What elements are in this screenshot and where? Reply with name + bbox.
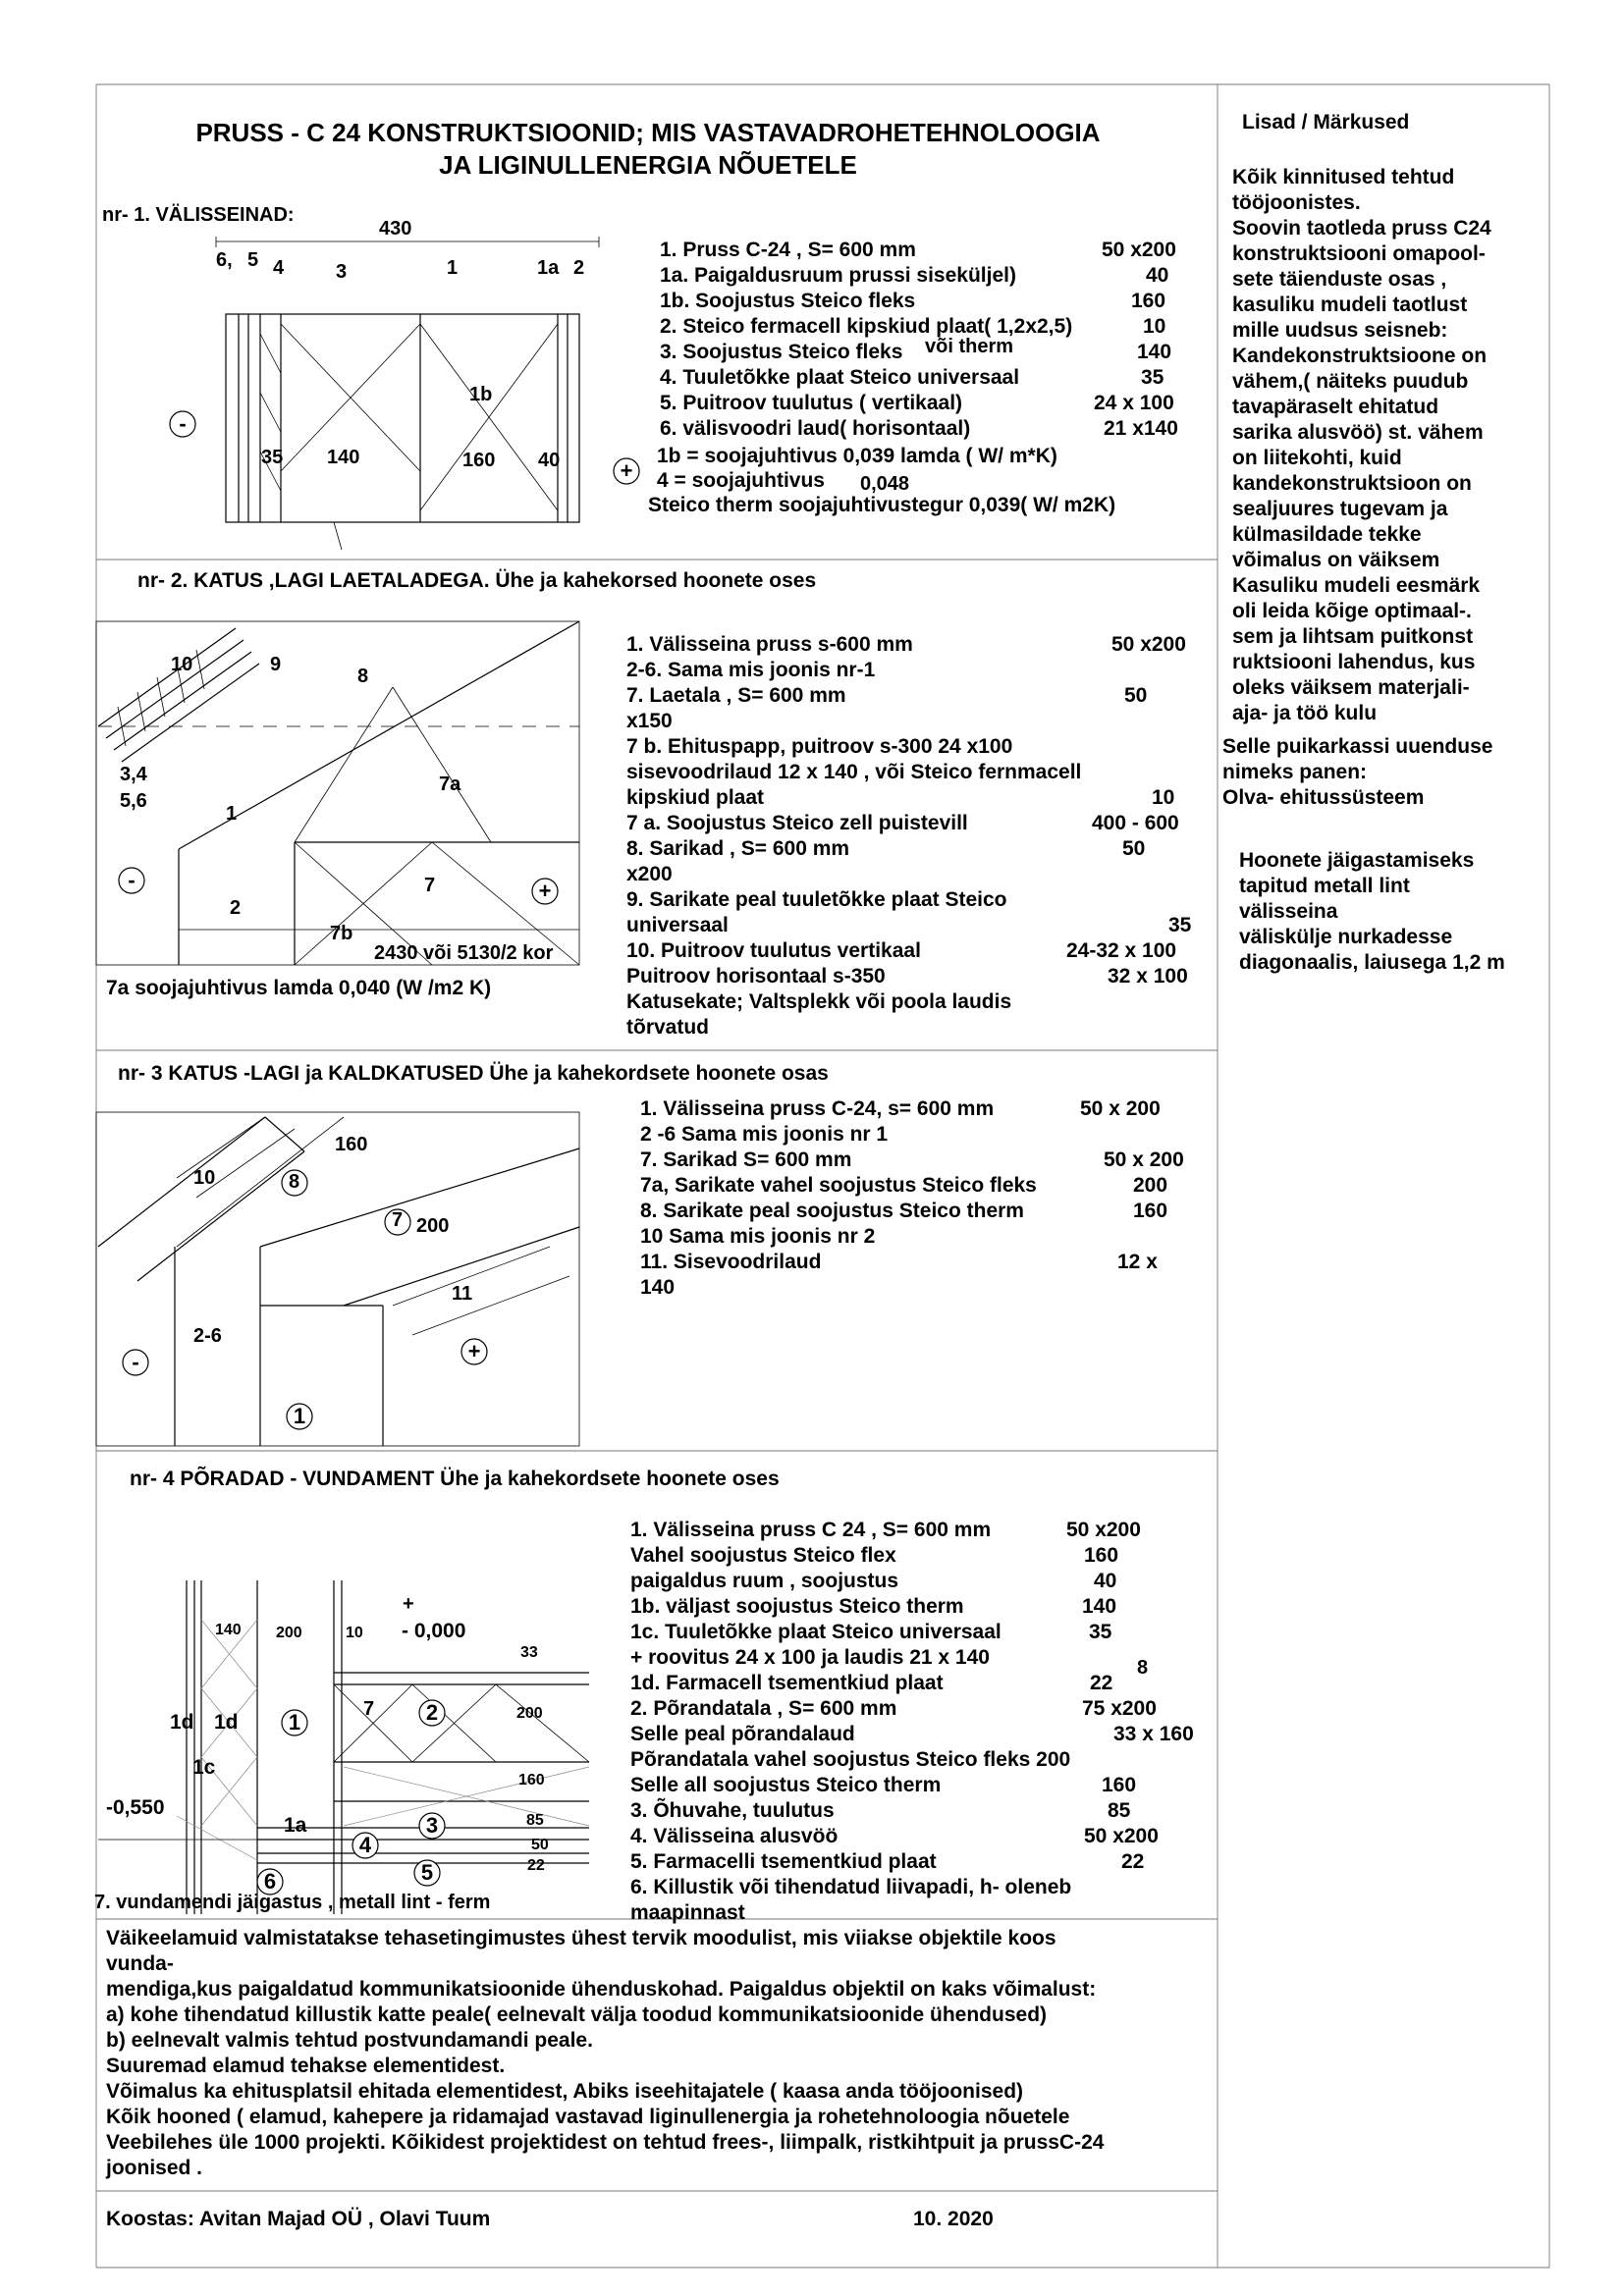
dim-2: 2	[573, 257, 585, 279]
legend-item: 1a. Paigaldusruum prussi siseküljel) 40	[660, 264, 1169, 287]
author: Koostas: Avitan Majad OÜ , Olavi Tuum	[106, 2208, 491, 2230]
legend-line: 5. Farmacelli tsementkiud plaat 22	[630, 1850, 1145, 1873]
section4-heading: nr- 4 PÕRADAD - VUNDAMENT Ühe ja kahekordsete hoonete oses	[130, 1468, 780, 1490]
conductivity-note-4: 4 = soojajuhtivus	[657, 469, 825, 492]
level-zero: - 0,000	[402, 1620, 466, 1642]
dim-10: 10	[193, 1167, 216, 1189]
section3-heading: nr- 3 KATUS -LAGI ja KALDKATUSED Ühe ja kahekordsete hoonete osas	[118, 1062, 829, 1085]
legend-line: paigaldus ruum , soojustus 40	[630, 1570, 1117, 1592]
dim-5-6: 5,6	[120, 790, 147, 812]
dim-4: 4	[273, 257, 285, 279]
dim-7: 7	[424, 875, 436, 896]
dim-33: 33	[520, 1644, 538, 1661]
dim-5: 5	[247, 249, 259, 271]
dim-1: 1	[447, 257, 459, 279]
legend-line: tõrvatud	[626, 1016, 709, 1039]
dim-22: 22	[527, 1857, 545, 1874]
legend-line: 10. Puitroov tuulutus vertikaal 24-32 x 100	[626, 939, 1177, 962]
marker-1: 1	[293, 1404, 306, 1428]
level-minus-550: -0,550	[106, 1796, 165, 1819]
floor-foundation-drawing	[98, 1580, 589, 1914]
section1-heading: nr- 1. VÄLISSEINAD:	[102, 204, 295, 226]
legend-line: 1d. Farmacell tsementkiud plaat 22	[630, 1672, 1113, 1694]
dim-50: 50	[531, 1837, 549, 1853]
outside-minus-marker: -	[179, 411, 187, 436]
wall-section-drawing	[170, 237, 639, 550]
roof-ceiling-drawing	[96, 621, 579, 965]
dim-160: 160	[518, 1772, 545, 1789]
dim-85: 85	[526, 1812, 544, 1829]
dim-200: 200	[416, 1215, 450, 1237]
dim-1a: 1a	[284, 1814, 307, 1837]
legend-item: 1. Pruss C-24 , S= 600 mm 50 x200	[660, 239, 1176, 261]
dim-10: 10	[346, 1625, 363, 1641]
sidebar-notes-1: Kõik kinnitused tehtud tööjoonistes. Soovin taotleda pruss C24 konstruktsiooni omapool- sete täienduste osas , kasuliku mudeli taotlust mille uudsus seisneb: Kandekonstruktsioone on vähem,( näiteks puudub tavapäraselt ehitatud sarika alusvöö) st. vähem on liitekohti, kuid kandekonstruktsioon on sealjuures tugevam ja külmasildade tekke võimalus on väiksem Kasuliku mudeli eesmärk oli leida kõige optimaal-. sem ja lihtsam puitkonst ruktsiooni lahendus, kus oleks väiksem materjali- aja- ja töö kulu	[1232, 166, 1491, 724]
legend-line: 1. Välisseina pruss s-600 mm 50 x200	[626, 633, 1186, 656]
or-therm-note: või therm	[925, 336, 1014, 357]
dim-1b: 1b	[469, 384, 493, 405]
legend-item: 4. Tuuletõkke plaat Steico universaal 35	[660, 366, 1164, 389]
inside-plus-marker: +	[538, 879, 552, 903]
legend-line: + roovitus 24 x 100 ja laudis 21 x 140	[630, 1646, 990, 1669]
footer-description: Väikeelamuid valmistatakse tehasetingimustes ühest tervik moodulist, mis viiakse objektile koos vunda- mendiga,kus paigaldatud kommunikatsioonide ühenduskohad. Paigaldus objektil on kaks võimalust: a) kohe tihendatud killustik katte peale( eelnevalt välja toodud kommunikatsioonide ühendused) b) eelnevalt valmis tehtud postvundamandi peale. Suuremad elamud tehakse elementidest. Võimalus ka ehitusplatsil ehitada elementidest, Abiks iseehitajatele ( kaasa anda tööjoonised) Kõik hooned ( elamud, kahepere ja ridamajad vastavad liginullenergia ja rohetehnoloogia nõuetele Veebilehes üle 1000 projekti. Kõikidest projektidest on tehtud frees-, liimpalk, ristkihtpuit ja prussC-24 joonised .	[106, 1927, 1105, 2179]
dim-10: 10	[171, 654, 193, 675]
legend-line: Selle all soojustus Steico therm 160	[630, 1774, 1137, 1796]
legend-line: 8. Sarikate peal soojustus Steico therm 160	[640, 1200, 1168, 1222]
extra-8: 8	[1137, 1657, 1149, 1679]
dim-1a: 1a	[537, 257, 560, 279]
legend-line: 7. Sarikad S= 600 mm 50 x 200	[640, 1148, 1184, 1171]
legend-item: 1b. Soojustus Steico fleks 160	[660, 290, 1166, 312]
dim-7a: 7a	[439, 774, 461, 795]
dim-9: 9	[270, 654, 282, 675]
outside-minus-marker: -	[128, 868, 135, 892]
legend-line: 1. Välisseina pruss C-24, s= 600 mm 50 x 200	[640, 1097, 1161, 1120]
legend-line: 7 a. Soojustus Steico zell puistevill 400 - 600	[626, 812, 1179, 834]
marker-2: 2	[425, 1700, 439, 1725]
legend-line: Katusekate; Valtsplekk või poola laudis	[626, 990, 1012, 1013]
legend-line: 11. Sisevoodrilaud 12 x	[640, 1251, 1158, 1273]
dim-7: 7	[392, 1209, 404, 1231]
legend-line: x150	[626, 710, 673, 732]
legend-line: 2-6. Sama mis joonis nr-1	[626, 659, 876, 681]
steico-therm-note: Steico therm soojajuhtivustegur 0,039( W/ m2K)	[648, 494, 1116, 516]
foundation-bracing-note: 7. vundamendi jäigastus , metall lint - ferm	[94, 1892, 491, 1913]
sidebar-notes-3: Hoonete jäigastamiseks tapitud metall lint välisseina väliskülje nurkadesse diagonaalis, laiusega 1,2 m	[1239, 849, 1505, 974]
legend-line: 1. Välisseina pruss C 24 , S= 600 mm 50 x200	[630, 1519, 1141, 1541]
plus-mark: +	[403, 1593, 414, 1615]
dim-1c: 1c	[192, 1756, 216, 1779]
legend-line: 8. Sarikad , S= 600 mm 50	[626, 837, 1146, 860]
inside-plus-marker: +	[620, 458, 633, 483]
dim-200: 200	[516, 1705, 543, 1722]
marker-4: 4	[358, 1833, 372, 1857]
dim-6: 6,	[216, 249, 233, 271]
marker-1: 1	[288, 1710, 301, 1735]
legend-line: universaal 35	[626, 914, 1192, 936]
legend-line: Põrandatala vahel soojustus Steico fleks 200	[630, 1748, 1071, 1771]
legend-line: 10 Sama mis joonis nr 2	[640, 1225, 876, 1248]
legend-item: 5. Puitroov tuulutus ( vertikaal) 24 x 100	[660, 392, 1174, 414]
marker-6: 6	[263, 1869, 277, 1894]
sidebar-heading: Lisad / Märkused	[1242, 111, 1410, 133]
legend-item: 2. Steico fermacell kipskiud plaat( 1,2x2,5) 10	[660, 315, 1166, 338]
legend-line: 6. Killustik või tihendatud liivapadi, h- oleneb	[630, 1876, 1072, 1898]
dim-7b: 7b	[330, 923, 353, 944]
marker-3: 3	[425, 1813, 439, 1838]
legend-line: kipskiud plaat 10	[626, 786, 1175, 809]
conductivity-value-4: 0,048	[860, 473, 910, 495]
dim-1: 1	[226, 803, 238, 825]
dim-3-4: 3,4	[120, 764, 147, 785]
legend-line: 9. Sarikate peal tuuletõkke plaat Steico	[626, 888, 1007, 911]
legend-line: sisevoodrilaud 12 x 140 , või Steico fernmacell	[626, 761, 1082, 783]
inside-plus-marker: +	[467, 1339, 481, 1363]
legend-line: 7a, Sarikate vahel soojustus Steico fleks 200	[640, 1174, 1168, 1197]
dim-1d: 1d	[214, 1711, 239, 1734]
dim-8: 8	[289, 1171, 300, 1193]
dim-35: 35	[261, 447, 284, 468]
sidebar-notes-2: Selle puikarkassi uuenduse nimeks panen: Olva- ehitussüsteem	[1222, 735, 1493, 809]
dim-7: 7	[363, 1698, 375, 1720]
legend-line: 3. Õhuvahe, tuulutus 85	[630, 1799, 1131, 1822]
dim-2: 2	[230, 897, 242, 919]
legend-line: 7 b. Ehituspapp, puitroov s-300 24 x100	[626, 735, 1013, 758]
conductivity-note-1b: 1b = soojajuhtivus 0,039 lamda ( W/ m*K)	[657, 445, 1057, 467]
page-title-line1: PRUSS - C 24 KONSTRUKTSIOONID; MIS VASTAVADROHETEHNOLOOGIA	[195, 118, 1101, 147]
legend-line: maapinnast	[630, 1901, 745, 1924]
legend-line: x200	[626, 863, 673, 885]
dim-430: 430	[379, 218, 412, 240]
dim-140: 140	[327, 447, 360, 468]
legend-line: 140	[640, 1276, 676, 1299]
dim-8: 8	[357, 666, 369, 687]
section2-heading: nr- 2. KATUS ,LAGI LAETALADEGA. Ühe ja kahekorsed hoonete oses	[137, 569, 817, 592]
legend-line: 1c. Tuuletõkke plaat Steico universaal 35	[630, 1621, 1112, 1643]
legend-line: Selle peal põrandalaud 33 x 160	[630, 1723, 1194, 1745]
legend-line: 7. Laetala , S= 600 mm 50	[626, 684, 1148, 707]
dim-140: 140	[215, 1622, 242, 1638]
dim-200: 200	[276, 1625, 302, 1641]
section2-conductivity-note: 7a soojajuhtivus lamda 0,040 (W /m2 K)	[106, 977, 492, 999]
dim-160: 160	[462, 450, 496, 471]
dim-40: 40	[538, 450, 561, 471]
date: 10. 2020	[913, 2208, 994, 2230]
dim-160: 160	[335, 1134, 368, 1155]
span-length: 2430 või 5130/2 kor	[374, 942, 554, 964]
dim-11: 11	[452, 1283, 473, 1305]
legend-line: 2. Põrandatala , S= 600 mm 75 x200	[630, 1697, 1157, 1720]
dim-3: 3	[336, 261, 348, 283]
legend-item: 3. Soojustus Steico fleks 140	[660, 341, 1172, 363]
pitched-roof-drawing	[96, 1112, 579, 1446]
marker-5: 5	[420, 1860, 434, 1885]
legend-line: 1b. väljast soojustus Steico therm 140	[630, 1595, 1117, 1618]
legend-line: 2 -6 Sama mis joonis nr 1	[640, 1123, 889, 1146]
legend-line: 4. Välisseina alusvöö 50 x200	[630, 1825, 1159, 1847]
page-title-line2: JA LIGINULLENERGIA NÕUETELE	[439, 150, 857, 180]
legend-line: Puitroov horisontaal s-350 32 x 100	[626, 965, 1188, 988]
dim-2-6: 2-6	[193, 1325, 222, 1347]
legend-line: Vahel soojustus Steico flex 160	[630, 1544, 1119, 1567]
outside-minus-marker: -	[132, 1350, 139, 1374]
legend-item: 6. välisvoodri laud( horisontaal) 21 x140	[660, 417, 1178, 440]
dim-1d: 1d	[170, 1711, 194, 1734]
